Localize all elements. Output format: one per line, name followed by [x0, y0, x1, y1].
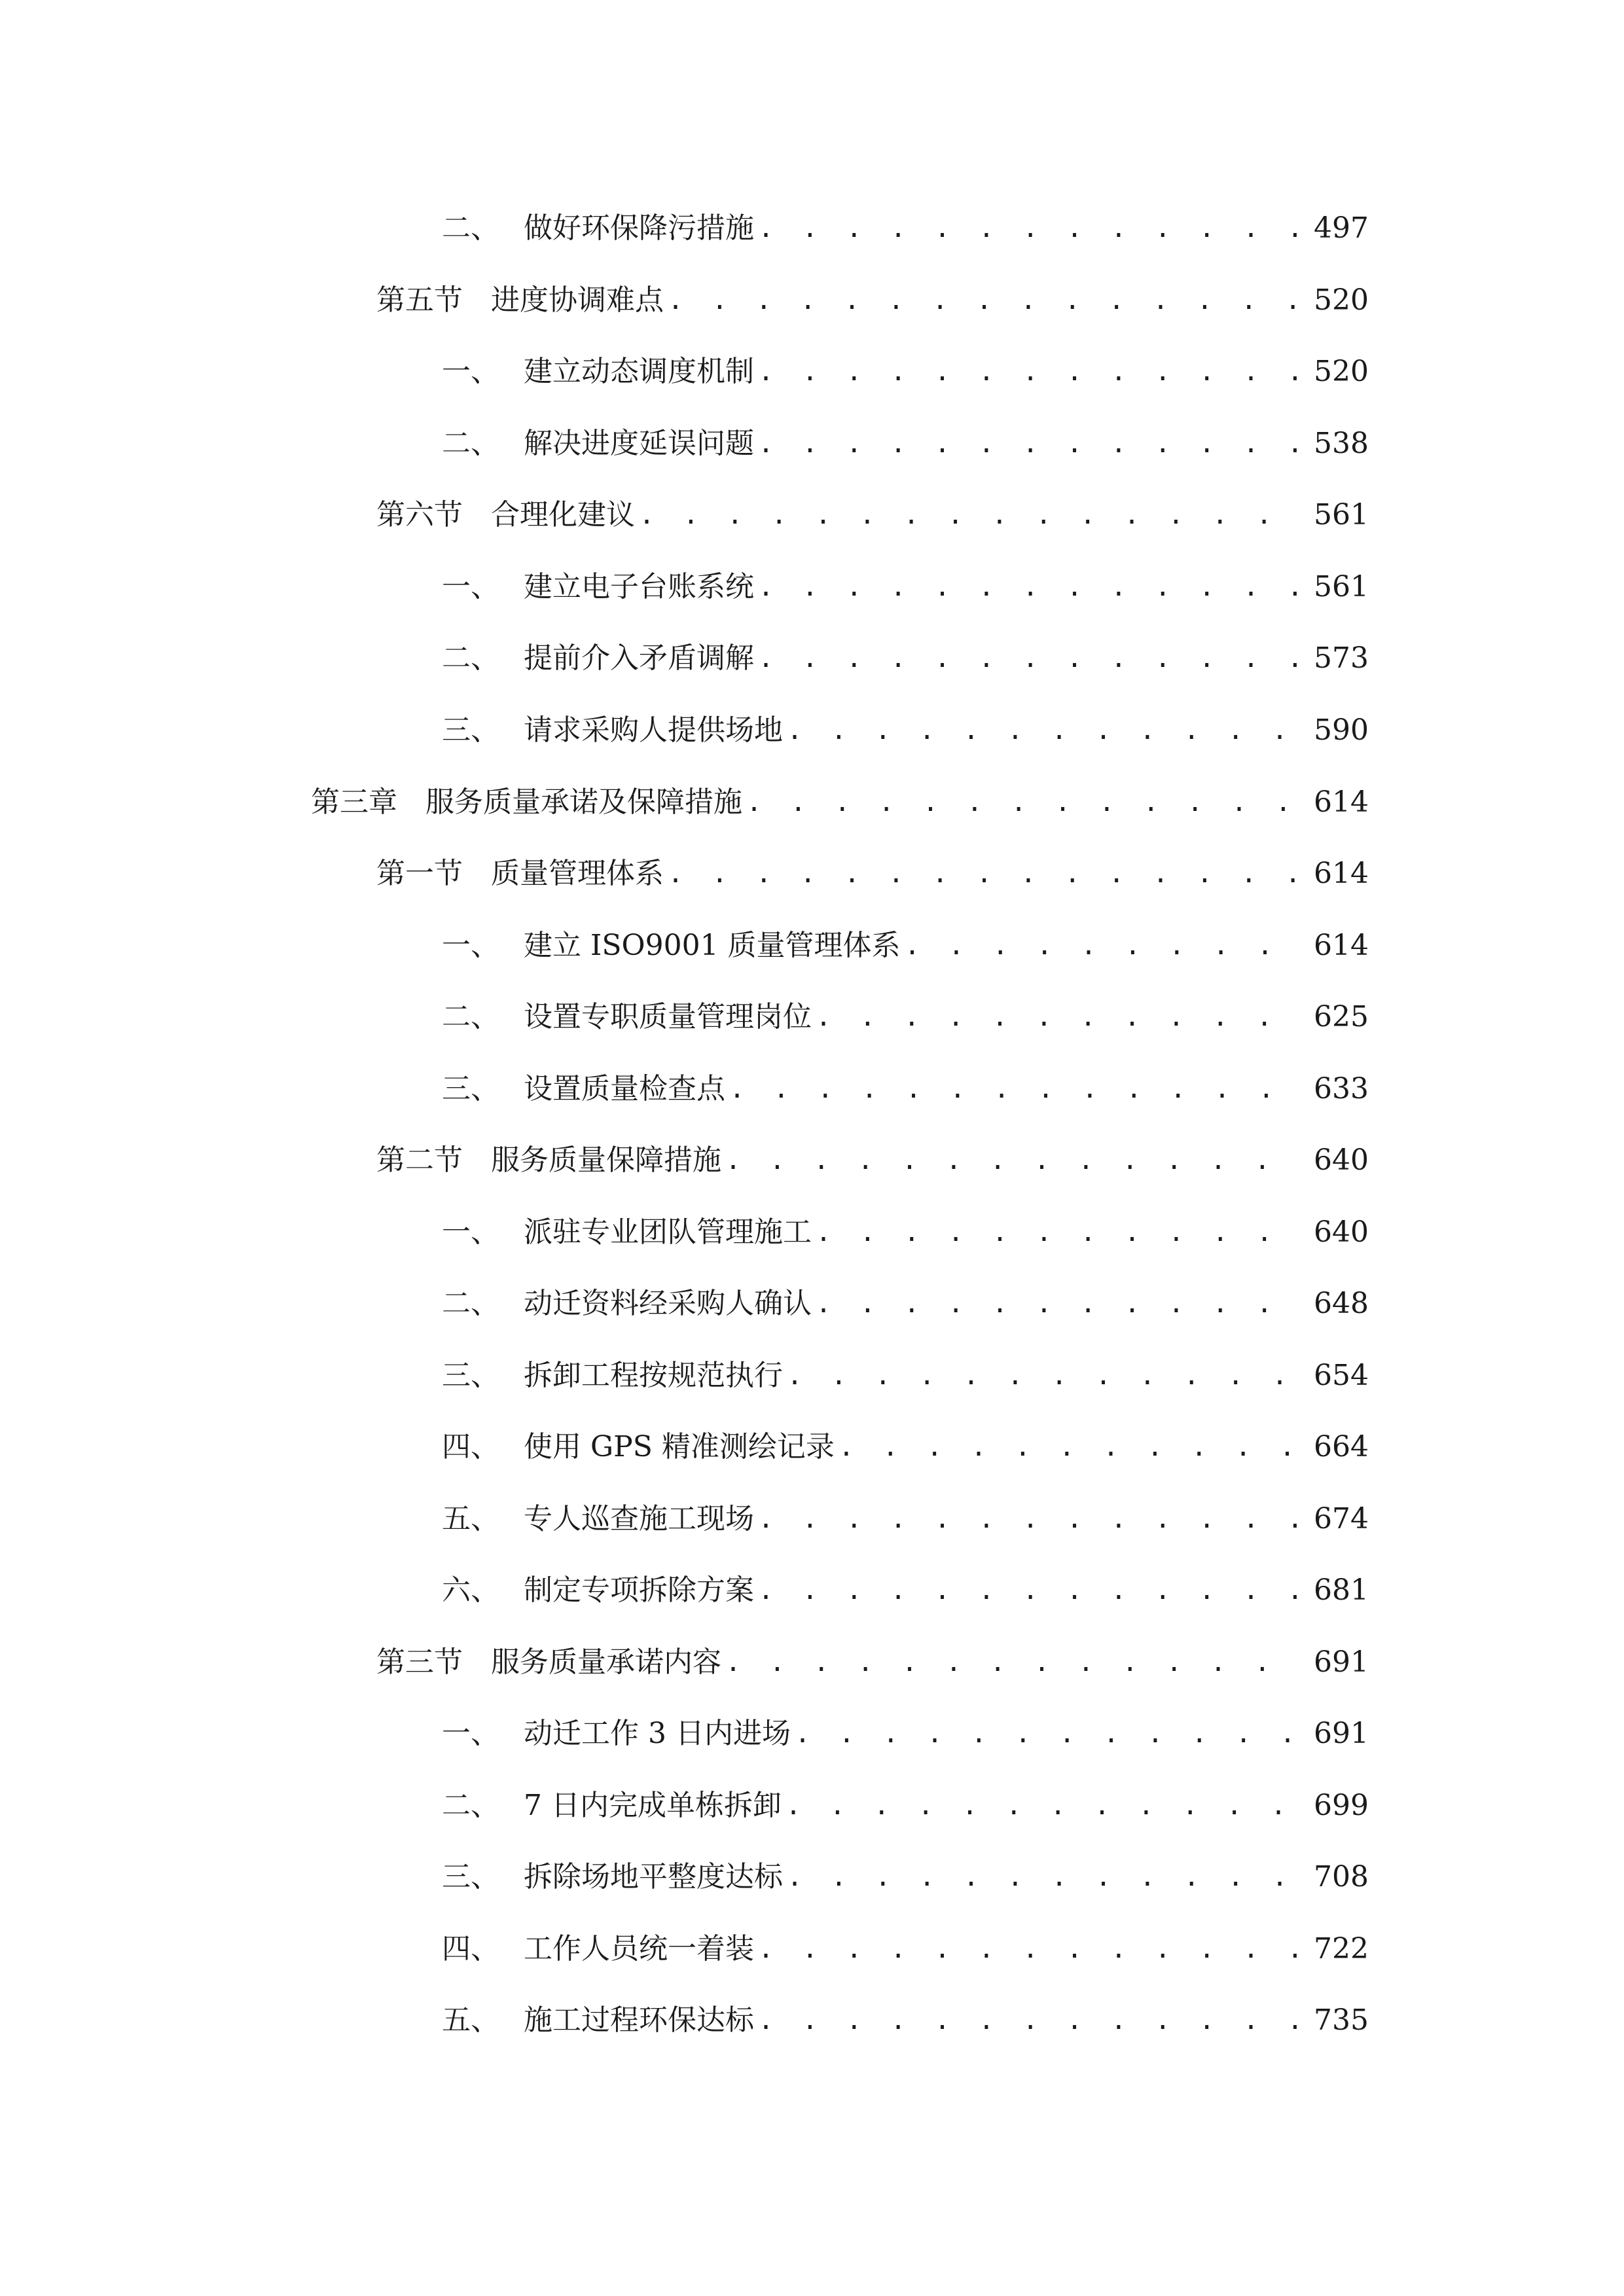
toc-entry-number: 二、	[442, 1000, 499, 1033]
toc-entry-number: 六、	[442, 1573, 499, 1607]
toc-entry[interactable]	[442, 708, 1369, 753]
toc-entry-number: 三、	[442, 713, 499, 747]
toc-entry-title: 服务质量承诺及保障措施	[425, 785, 742, 819]
toc-entry-page: 691	[1314, 1645, 1369, 1679]
toc-entry-title: 建立 ISO9001 质量管理体系	[524, 929, 901, 962]
toc-entry-page: 722	[1314, 1932, 1369, 1965]
dot-leader	[816, 994, 1305, 1040]
toc-entry-page: 573	[1314, 641, 1369, 675]
toc-entry[interactable]	[376, 278, 1369, 323]
toc-entry-number: 二、	[442, 641, 499, 675]
toc-entry[interactable]	[442, 1854, 1369, 1900]
dot-leader	[725, 1138, 1305, 1183]
toc-entry-title: 设置专职质量管理岗位	[524, 1000, 812, 1033]
dot-leader	[787, 1854, 1305, 1900]
toc-entry-page: 590	[1314, 713, 1369, 747]
toc-entry-page: 691	[1314, 1717, 1369, 1750]
dot-leader	[816, 1210, 1305, 1255]
toc-entry-number: 一、	[442, 1717, 499, 1750]
toc-entry-number: 二、	[442, 427, 499, 460]
toc-entry-number: 第三章	[311, 785, 397, 819]
toc-entry-page: 520	[1314, 355, 1369, 388]
toc-entry-number: 五、	[442, 1502, 499, 1535]
toc-entry-title: 合理化建议	[491, 498, 635, 531]
toc-entry-title: 设置质量检查点	[524, 1072, 725, 1105]
toc-entry-title: 服务质量保障措施	[491, 1143, 721, 1177]
toc-entry-title: 服务质量承诺内容	[491, 1645, 721, 1679]
toc-entry-page: 674	[1314, 1502, 1369, 1535]
toc-entry-page: 614	[1314, 929, 1369, 962]
toc-entry-page: 561	[1314, 570, 1369, 603]
toc-entry-page: 614	[1314, 857, 1369, 890]
dot-leader	[729, 1066, 1305, 1112]
dot-leader	[758, 1496, 1305, 1542]
toc-entry[interactable]	[442, 1926, 1369, 1972]
toc-entry[interactable]	[376, 851, 1369, 897]
toc-entry-title: 做好环保降污措施	[524, 211, 754, 245]
dot-leader	[758, 421, 1305, 467]
toc-entry[interactable]	[376, 1138, 1369, 1183]
toc-entry-page: 664	[1314, 1430, 1369, 1463]
dot-leader	[668, 278, 1305, 323]
toc-entry[interactable]	[442, 923, 1369, 969]
dot-leader	[668, 851, 1305, 897]
toc-entry-title: 建立动态调度机制	[524, 355, 754, 388]
toc-entry-page: 699	[1314, 1789, 1369, 1822]
dot-leader	[816, 1281, 1305, 1327]
toc-entry-number: 二、	[442, 1287, 499, 1320]
dot-leader	[758, 1998, 1305, 2043]
toc-entry-page: 654	[1314, 1359, 1369, 1392]
toc-entry-page: 520	[1314, 283, 1369, 317]
toc-entry-title: 专人巡查施工现场	[524, 1502, 754, 1535]
toc-entry[interactable]	[442, 1711, 1369, 1757]
toc-entry[interactable]	[442, 421, 1369, 467]
toc-entry-title: 施工过程环保达标	[524, 2003, 754, 2037]
toc-entry-number: 三、	[442, 1860, 499, 1893]
toc-entry[interactable]	[442, 636, 1369, 681]
toc-entry-page: 648	[1314, 1287, 1369, 1320]
toc-entry-title: 质量管理体系	[491, 857, 664, 890]
toc-entry-title: 使用 GPS 精准测绘记录	[524, 1430, 835, 1463]
dot-leader	[905, 923, 1305, 969]
toc-entry[interactable]	[442, 1424, 1369, 1470]
toc-entry-title: 工作人员统一着装	[524, 1932, 754, 1965]
toc-entry-page: 681	[1314, 1573, 1369, 1607]
toc-entry-number: 第六节	[376, 498, 463, 531]
toc-entry-number: 一、	[442, 355, 499, 388]
toc-entry[interactable]	[442, 1783, 1369, 1829]
toc-entry[interactable]	[311, 780, 1369, 825]
toc-entry[interactable]	[442, 994, 1369, 1040]
toc-entry-title: 拆除场地平整度达标	[524, 1860, 783, 1893]
dot-leader	[758, 1568, 1305, 1613]
toc-entry-page: 614	[1314, 785, 1369, 819]
toc-entry[interactable]	[376, 1640, 1369, 1685]
toc-entry-title: 解决进度延误问题	[524, 427, 754, 460]
toc-entry-title: 提前介入矛盾调解	[524, 641, 754, 675]
toc-entry[interactable]	[442, 1998, 1369, 2043]
toc-entry-number: 四、	[442, 1430, 499, 1463]
dot-leader	[787, 708, 1305, 753]
toc-entry-number: 五、	[442, 2003, 499, 2037]
toc-entry-number: 三、	[442, 1072, 499, 1105]
dot-leader	[787, 1353, 1305, 1399]
toc-entry-page: 708	[1314, 1860, 1369, 1893]
toc-entry-number: 三、	[442, 1359, 499, 1392]
toc-entry-page: 497	[1314, 211, 1369, 245]
toc-entry[interactable]	[376, 492, 1369, 538]
toc-entry-number: 二、	[442, 211, 499, 245]
dot-leader	[758, 564, 1305, 610]
dot-leader	[839, 1424, 1305, 1470]
toc-entry-number: 第二节	[376, 1143, 463, 1177]
dot-leader	[725, 1640, 1305, 1685]
toc-entry[interactable]	[442, 564, 1369, 610]
toc-entry-number: 第五节	[376, 283, 463, 317]
toc-entry[interactable]	[442, 1568, 1369, 1613]
dot-leader	[785, 1783, 1305, 1829]
toc-entry-number: 一、	[442, 570, 499, 603]
toc-entry-title: 动迁工作 3 日内进场	[524, 1717, 791, 1750]
toc-entry[interactable]	[442, 349, 1369, 395]
dot-leader	[795, 1711, 1305, 1757]
toc-entry-title: 拆卸工程按规范执行	[524, 1359, 783, 1392]
toc-entry-title: 动迁资料经采购人确认	[524, 1287, 812, 1320]
toc-entry-title: 制定专项拆除方案	[524, 1573, 754, 1607]
dot-leader	[758, 1926, 1305, 1972]
toc-entry[interactable]	[442, 1496, 1369, 1542]
toc-entry-page: 735	[1314, 2003, 1369, 2037]
toc-entry-page: 640	[1314, 1143, 1369, 1177]
dot-leader	[639, 492, 1305, 538]
toc-entry[interactable]	[442, 1210, 1369, 1255]
toc-entry-number: 第一节	[376, 857, 463, 890]
toc-entry[interactable]	[442, 1353, 1369, 1399]
dot-leader	[758, 636, 1305, 681]
toc-entry-title: 派驻专业团队管理施工	[524, 1215, 812, 1249]
toc-entry-number: 一、	[442, 929, 499, 962]
toc-entry-page: 538	[1314, 427, 1369, 460]
dot-leader	[758, 206, 1305, 251]
toc-entry[interactable]	[442, 1281, 1369, 1327]
dot-leader	[746, 780, 1305, 825]
toc-entry-title: 建立电子台账系统	[524, 570, 754, 603]
toc-entry-page: 633	[1314, 1072, 1369, 1105]
toc-entry-number: 二、	[442, 1789, 499, 1822]
toc-entry-page: 640	[1314, 1215, 1369, 1249]
toc-entry[interactable]	[442, 1066, 1369, 1112]
toc-entry-number: 第三节	[376, 1645, 463, 1679]
toc-entry-page: 625	[1314, 1000, 1369, 1033]
toc-entry-title: 7 日内完成单栋拆卸	[524, 1789, 782, 1822]
toc-entry-number: 四、	[442, 1932, 499, 1965]
toc-entry-page: 561	[1314, 498, 1369, 531]
toc-entry-number: 一、	[442, 1215, 499, 1249]
dot-leader	[758, 349, 1305, 395]
toc-entry-title: 进度协调难点	[491, 283, 664, 317]
toc-entry-title: 请求采购人提供场地	[524, 713, 783, 747]
toc-entry[interactable]	[442, 206, 1369, 251]
